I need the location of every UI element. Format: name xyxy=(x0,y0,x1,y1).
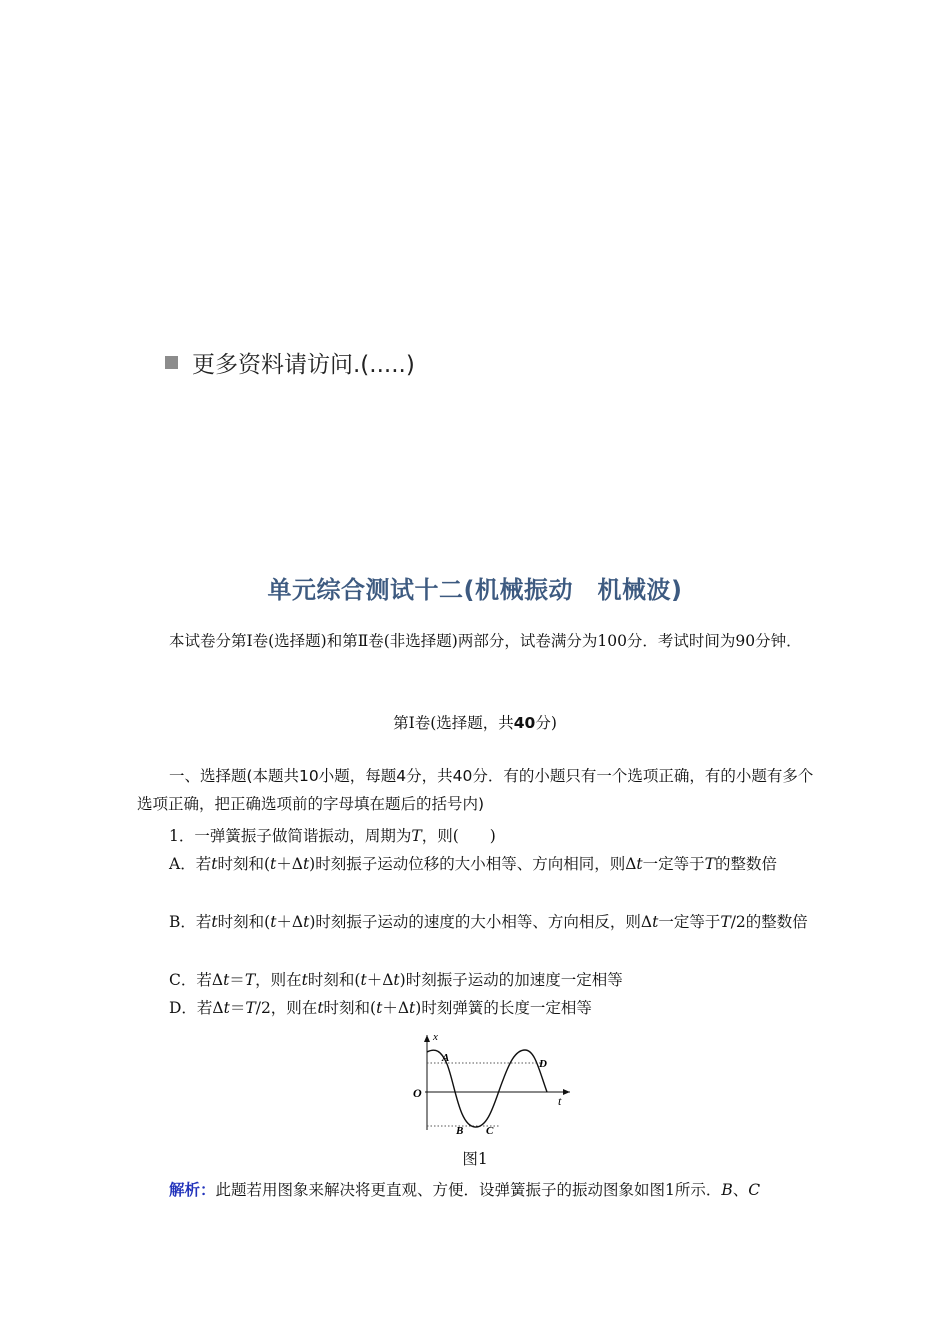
origin-label: O xyxy=(413,1086,422,1100)
square-bullet-icon xyxy=(165,356,178,369)
analysis-paragraph: 解析：此题若用图象来解决将更直观、方便．设弹簧振子的振动图象如图1所示．B、C xyxy=(169,1181,761,1199)
point-d-label: D xyxy=(539,1058,547,1070)
section-score: 40 xyxy=(513,714,536,732)
point-c-label: C xyxy=(486,1125,494,1137)
figure-caption: 图1 xyxy=(462,1150,488,1168)
option-d: D．若Δt＝T/2，则在t时刻和(t＋Δt)时刻弹簧的长度一定相等 xyxy=(169,999,592,1017)
option-b: B．若t时刻和(t＋Δt)时刻振子运动的速度的大小相等、方向相反，则Δt一定等于T/2的整数倍 xyxy=(169,913,808,931)
section-suffix: 分) xyxy=(535,714,557,732)
analysis-text: 此题若用图象来解决将更直观、方便．设弹簧振子的振动图象如图1所示． xyxy=(215,1181,722,1199)
point-a-label: A xyxy=(442,1052,450,1064)
part-instructions: 一、选择题(本题共10小题，每题4分，共40分．有的小题只有一个选项正确，有的小题有多个选项正确，把正确选项前的字母填在题后的括号内) xyxy=(137,767,814,813)
option-c: C．若Δt＝T，则在t时刻和(t＋Δt)时刻振子运动的加速度一定相等 xyxy=(169,971,623,989)
page-title: 单元综合测试十二(机械振动 机械波) xyxy=(267,576,683,604)
analysis-label: 解析： xyxy=(169,1181,216,1199)
section-heading xyxy=(0,711,950,733)
site-notice-text: 更多资料请访问.(.....) xyxy=(192,352,415,378)
point-b-label: B xyxy=(456,1125,464,1137)
oscillation-graph-svg xyxy=(405,1030,580,1140)
x-axis-arrow-icon xyxy=(424,1035,430,1042)
section-prefix: 第Ⅰ卷(选择题，共 xyxy=(393,714,514,732)
oscillation-graph xyxy=(405,1030,580,1144)
option-a: A．若t时刻和(t＋Δt)时刻振子运动位移的大小相等、方向相同，则Δt一定等于T的整数倍 xyxy=(169,855,778,873)
x-label: x xyxy=(433,1031,438,1043)
intro-paragraph: 本试卷分第Ⅰ卷(选择题)和第Ⅱ卷(非选择题)两部分，试卷满分为100分．考试时间为90分钟． xyxy=(169,632,802,650)
t-label: t xyxy=(558,1094,562,1108)
t-axis-arrow-icon xyxy=(563,1089,570,1095)
question-1-stem: 1．一弹簧振子做简谐振动，周期为T，则( ) xyxy=(169,827,496,845)
site-notice xyxy=(165,346,415,379)
